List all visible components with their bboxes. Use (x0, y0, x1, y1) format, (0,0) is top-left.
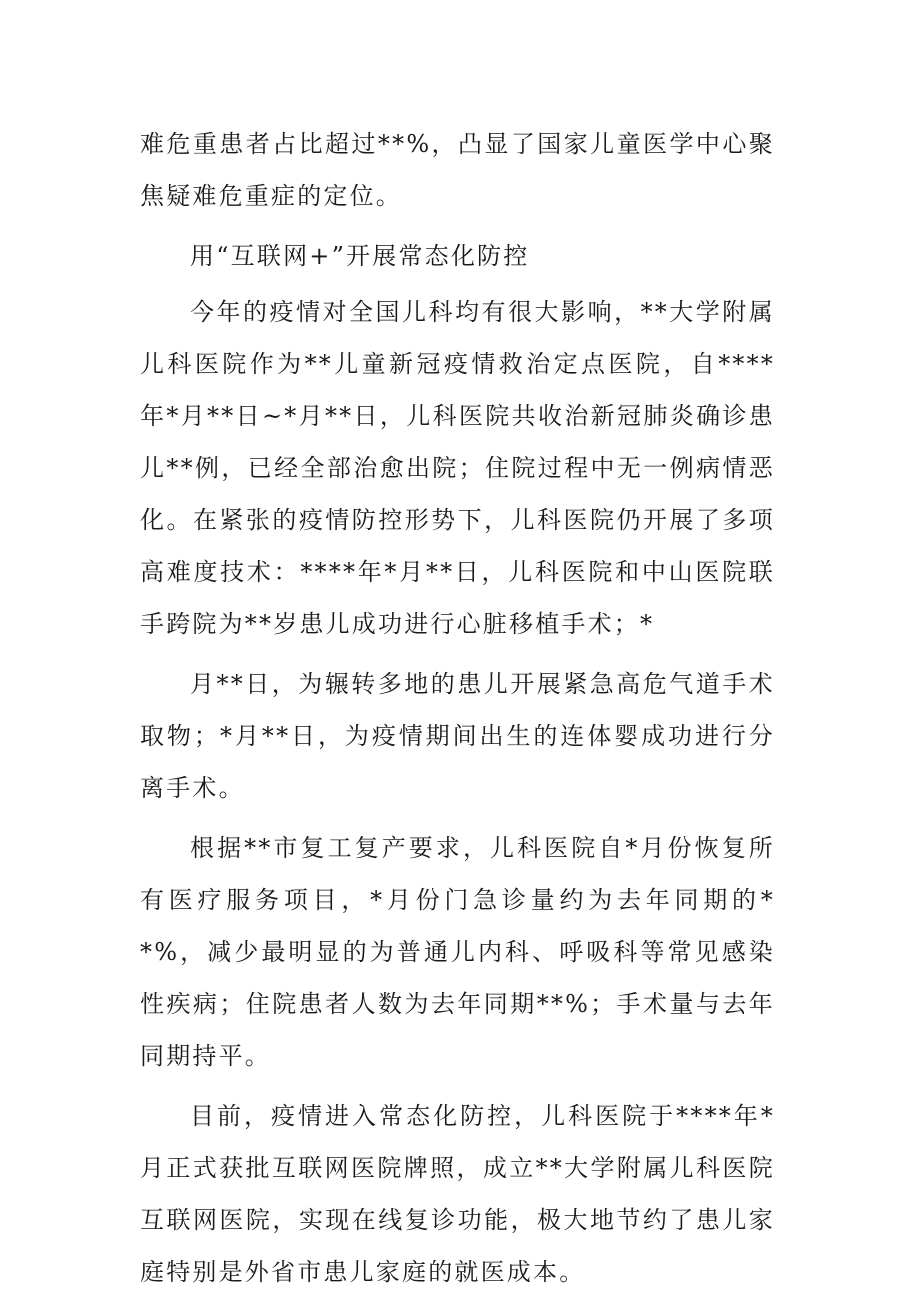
section-heading: 用“互联网+”开展常态化防控 (190, 242, 530, 270)
paragraph-internet-hospital: 目前，疫情进入常态化防控，儿科医院于****年*月正式获批互联网医院牌照，成立**大学附属儿科医院互联网医院，实现在线复诊功能，极大地节约了患儿家庭特别是外省市患儿家庭的就医成本。 (140, 1102, 775, 1286)
paragraph-epidemic: 今年的疫情对全国儿科均有很大影响，**大学附属儿科医院作为**儿童新冠疫情救治定点医院，自****年*月**日~*月**日，儿科医院共收治新冠肺炎确诊患儿**例，已经全部治愈出院；住院过程中无一例病情恶化。在紧张的疫情防控形势下，儿科医院仍开展了多项高难度技术：****年*月**日，儿科医院和中山医院联手跨院为**岁患儿成功进行心脏移植手术；* (140, 298, 775, 638)
paragraph-continuation: 难危重患者占比超过**%，凸显了国家儿童医学中心聚焦疑难危重症的定位。 (140, 130, 775, 210)
paragraph-surgeries: 月**日，为辗转多地的患儿开展紧急高危气道手术取物；*月**日，为疫情期间出生的连体婴成功进行分离手术。 (140, 670, 775, 802)
document-body (140, 118, 775, 1306)
paragraph-resumption: 根据**市复工复产要求，儿科医院自*月份恢复所有医疗服务项目，*月份门急诊量约为去年同期的**%，减少最明显的为普通儿内科、呼吸科等常见感染性疾病；住院患者人数为去年同期**%；手术量与去年同期持平。 (140, 834, 775, 1070)
